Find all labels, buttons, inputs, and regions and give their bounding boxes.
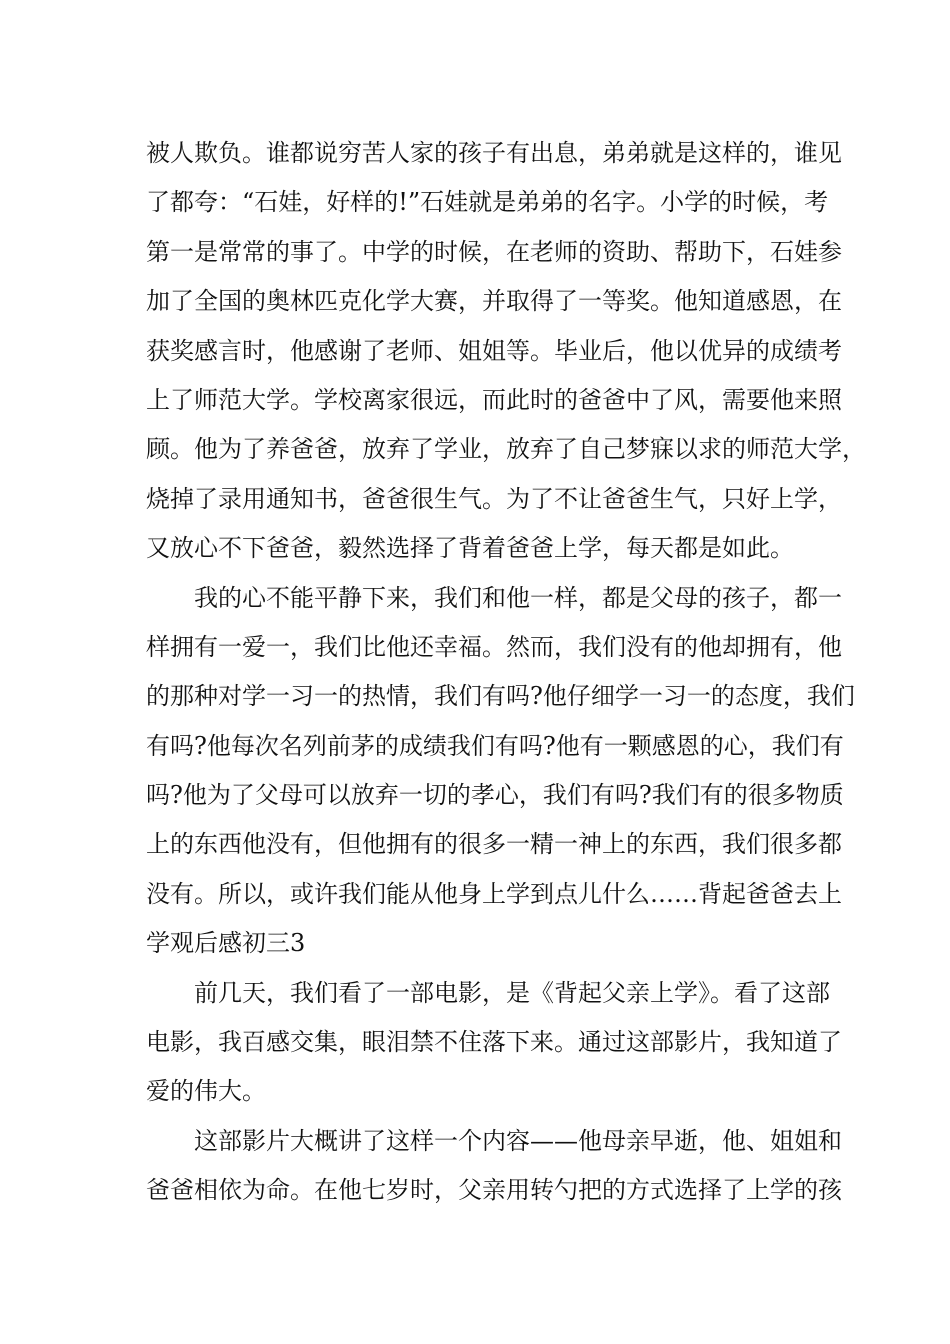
text-line: 没有。所以，或许我们能从他身上学到点儿什么……背起爸爸去上	[146, 879, 842, 908]
paragraph-first-line: 这部影片大概讲了这样一个内容——他母亲早逝，他、姐姐和	[194, 1126, 842, 1155]
text-line: 加了全国的奥林匹克化学大赛，并取得了一等奖。他知道感恩，在	[146, 287, 842, 316]
text-line: 被人欺负。谁都说穷苦人家的孩子有出息，弟弟就是这样的，谁见	[146, 139, 842, 167]
text-line: 样拥有一爱一，我们比他还幸福。然而，我们没有的他却拥有，他	[146, 632, 842, 661]
text-line: 吗?他为了父母可以放弃一切的孝心，我们有吗?我们有的很多物质	[146, 781, 844, 810]
document-body	[146, 129, 866, 1216]
text-line: 又放心不下爸爸，毅然选择了背着爸爸上学，每天都是如此。	[146, 534, 794, 563]
text-line: 烧掉了录用通知书，爸爸很生气。为了不让爸爸生气，只好上学，	[146, 484, 842, 513]
text-line: 了都夸：“石娃，好样的!”石娃就是弟弟的名字。小学的时候，考	[146, 188, 829, 217]
text-line: 第一是常常的事了。中学的时候，在老师的资助、帮助下，石娃参	[146, 237, 842, 266]
text-line: 顾。他为了养爸爸，放弃了学业，放弃了自己梦寐以求的师范大学，	[146, 435, 866, 464]
paragraph-first-line: 我的心不能平静下来，我们和他一样，都是父母的孩子，都一	[194, 583, 842, 612]
text-line: 有吗?他每次名列前茅的成绩我们有吗?他有一颗感恩的心，我们有	[146, 731, 844, 760]
text-line: 上了师范大学。学校离家很远，而此时的爸爸中了风，需要他来照	[146, 385, 842, 414]
text-line: 学观后感初三3	[146, 929, 306, 958]
paragraph-first-line: 前几天，我们看了一部电影，是《背起父亲上学》。看了这部	[194, 978, 830, 1007]
text-line: 电影，我百感交集，眼泪禁不住落下来。通过这部影片，我知道了	[146, 1028, 842, 1057]
text-line: 的那种对学一习一的热情，我们有吗?他仔细学一习一的态度，我们	[146, 682, 855, 711]
text-line: 上的东西他没有，但他拥有的很多一精一神上的东西，我们很多都	[146, 830, 842, 859]
text-line: 爸爸相依为命。在他七岁时，父亲用转勺把的方式选择了上学的孩	[146, 1176, 842, 1205]
text-line: 爱的伟大。	[146, 1077, 266, 1106]
text-line: 获奖感言时，他感谢了老师、姐姐等。毕业后，他以优异的成绩考	[146, 336, 842, 365]
